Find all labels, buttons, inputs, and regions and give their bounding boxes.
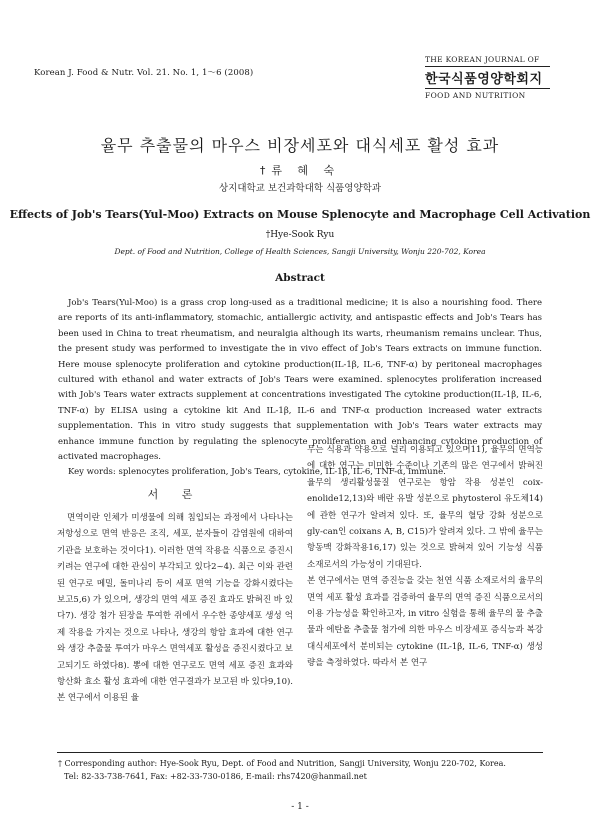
- footnote-corresponding-author: † Corresponding author: Hye-Sook Ryu, Dept. of Food and Nutrition, Sangji University, Wonju 220-702, Korea.: [58, 759, 506, 768]
- korean-author: †류 혜 숙: [259, 164, 341, 177]
- journal-logo-line1: THE KOREAN JOURNAL OF: [425, 55, 550, 67]
- abstract-heading: Abstract: [275, 272, 325, 284]
- journal-logo-korean: 한국식품영양학회지: [425, 72, 543, 87]
- footnote-contact: Tel: 82-33-738-7641, Fax: +82-33-730-0186, E-mail: rhs7420@hanmail.net: [64, 772, 367, 781]
- abstract-text: Job's Tears(Yul-Moo) is a grass crop long-used as a traditional medicine; it is also a nourishing food. There are reports of its anti-inflammatory, stomachic, antiallergic activity, and antispastic effects and Job's Tears has been used in China to treat rheumatism, and neuralgia although its warts, rheumanism remains unclear. Thus, the present study was performed to investigate the in vivo effect of Job's Tears extracts on immune function. Here mouse splenocyte proliferation and cytokine production(IL-1β, IL-6, TNF-α) by peritoneal macrophages cultured with ethanol and water extracts of Job's Tears were examined. splenocytes proliferation increased with Job's Tears water extracts supplement at concentrations investigated The cytokine production(IL-1β, IL-6, TNF-α) by ELISA using a cytokine kit And IL-1β, IL-6 and TNF-α production increased water extracts supplementation. This in vitro study suggests that supplementation with Job's Tears water extracts may enhance immune function by regulating the splenocyte proliferation and enhancing cytokine production of activated macrophages.: [58, 298, 542, 463]
- footnote: [58, 757, 548, 783]
- keywords: Key words: splenocytes proliferation, Job's Tears, cytokine, IL-1β, IL-6, TNF-α, immune.: [68, 467, 446, 478]
- english-affiliation: Dept. of Food and Nutrition, College of Health Sciences, Sangji University, Wonju 220-702, Korea: [114, 247, 486, 256]
- page-number: - 1 -: [291, 802, 309, 812]
- body-left-column: 면역이란 인체가 미생물에 의해 침입되는 과정에서 나타나는 저항성으로 면역 반응은 조직, 세포, 분자들이 감염원에 대하여 기관을 보호하는 것이다1). 이러한 면역 작용을 식품으로 증진시키려는 연구에 대한 관심이 부각되고 있다2~4). 최근 이와 관련된 연구로 메밀, 돌미나리 등이 세포 면역 기능을 강화시켰다는 보고5,6) 가 있으며, 생강의 면역 세포 증진 효과도 밝혀진 바 있다7). 생강 첨가 된장을 투여한 쥐에서 우수한 종양세포 생성 억제 작용을 가지는 것으로 나타나, 생강의 항암 효과에 대한 연구와 생강 추출물 투여가 마우스 면역세포 활성을 증진시켰다고 보고되기도 하였다8). 뽕에 대한 연구로도 면역 세포 증진 효과와 항산화 효소 활성 효과에 대한 연구결과가 보고된 바 있다9,10). 본 연구에서 이용된 율: [57, 513, 293, 704]
- journal-citation: Korean J. Food & Nutr. Vol. 21. No. 1, 1～6 (2008): [34, 68, 254, 78]
- body-right-column: 무는 식용과 약용으로 널리 이용되고 있으며11), 율무의 면역능에 대한 연구는 미미한 수준이나 기존의 많은 연구에서 밝혀진 율무의 생리활성물질 연구로는 항암 작용 성분인 coix-enolide12,13)와 배란 유발 성분으로 phytosterol 유도체14)에 관한 연구가 알려져 있다. 또, 율무의 혈당 강화 성분으로 gly-can인 coixans A, B, C15)가 알려져 있다. 그 밖에 율무는 항동맥 강화작용16,17) 있는 것으로 밝혀져 있어 기능성 식품 소재로서의 가능성이 기대된다. 본 연구에서는 면역 증진능을 갖는 천연 식품 소재로서의 율무의 면역 세포 활성 효과를 검증하여 율무의 면역 증진 식품으로서의 이용 가능성을 확인하고자, in vitro 실험을 통해 율무의 물 추출물과 에탄올 추출물 첨가에 의한 마우스 비장세포 증식능과 복강 대식세포에서 분비되는 cytokine (IL-1β, IL-6, TNF-α) 생성량을 측정하였다. 따라서 본 연구: [307, 445, 543, 669]
- english-title: Effects of Job's Tears(Yul-Moo) Extracts on Mouse Splenocyte and Macrophage Cell Activation: [9, 208, 591, 221]
- korean-title: 율무 추출물의 마우스 비장세포와 대식세포 활성 효과: [100, 136, 500, 155]
- section-heading-introduction: 서 론: [147, 488, 203, 501]
- footnote-divider: [57, 752, 543, 753]
- journal-logo-line3: FOOD AND NUTRITION: [425, 88, 550, 100]
- korean-affiliation: 상지대학교 보건과학대학 식품영양학과: [218, 183, 382, 194]
- journal-logo: [425, 55, 550, 100]
- english-author: †Hye-Sook Ryu: [265, 230, 335, 240]
